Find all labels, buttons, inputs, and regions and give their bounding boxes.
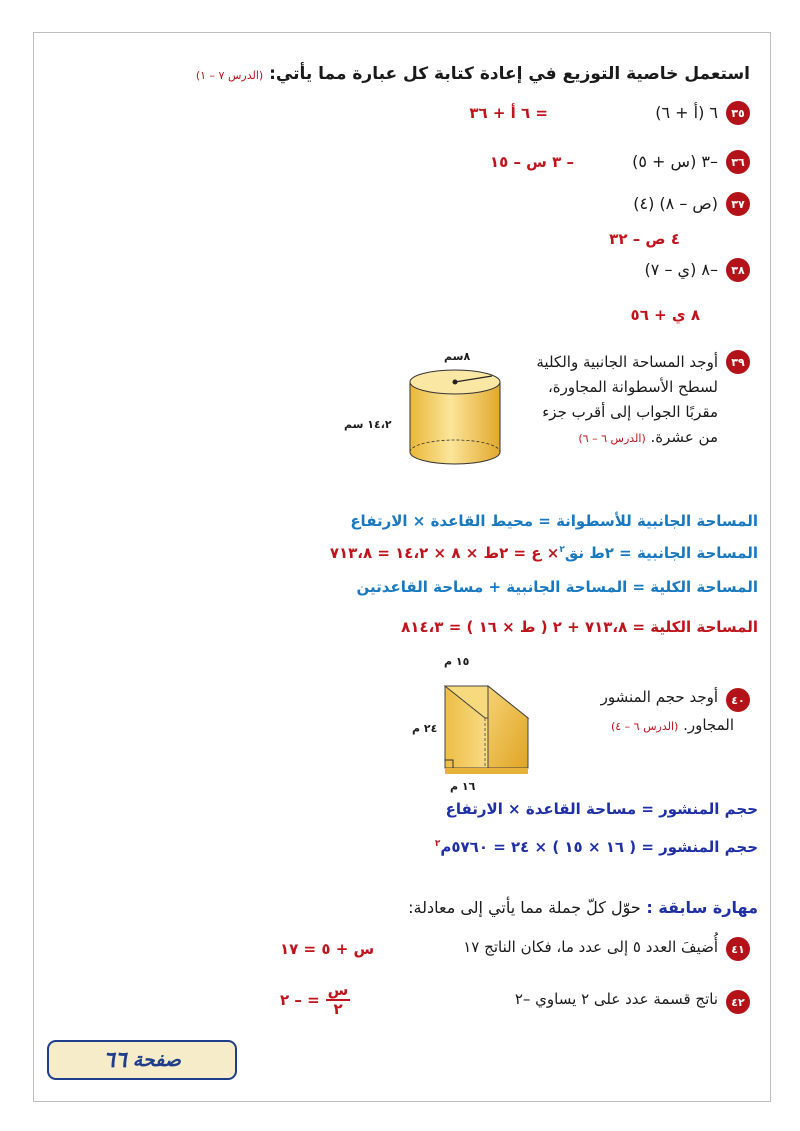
q42-answer-rest: = – ٢	[280, 991, 320, 1009]
q42-numerator: س	[327, 981, 349, 999]
q42-badge: ٤٢	[726, 990, 750, 1014]
q38-badge: ٣٨	[726, 258, 750, 282]
q41-text: أُضيفَ العدد ٥ إلى عدد ما، فكان الناتج ١٧	[463, 938, 718, 956]
cylinder-figure	[400, 360, 510, 475]
instruction-header	[196, 64, 750, 84]
prism-figure	[440, 668, 570, 780]
q36-expression: –٣ (س + ٥)	[632, 152, 718, 171]
q39-solution-3: المساحة الكلية = المساحة الجانبية + مساحة القاعدتين	[356, 578, 758, 596]
cylinder-radius-label: ٨سم	[444, 350, 471, 363]
q37-answer: ٤ ص – ٣٢	[609, 230, 680, 248]
q38-expression: –٨ (ي – ٧)	[644, 260, 718, 279]
q35-answer: = ٦ أ + ٣٦	[469, 104, 548, 122]
q39-lesson-ref: (الدرس ٦ – ٦)	[578, 432, 646, 445]
q39-solution-2: المساحة الجانبية = ٢ط نق$^٢$× ع = ٢ط × ٨ × ١٤،٢ = ٧١٣،٨	[329, 544, 758, 562]
q42-denominator: ٢	[333, 1000, 343, 1018]
prism-bottom-label: ١٦ م	[450, 780, 476, 793]
q40-lesson-ref: (الدرس ٦ – ٤)	[610, 720, 679, 733]
q40-badge: ٤٠	[726, 688, 750, 712]
q40-sol2-text: حجم المنشور = ( ١٦ × ١٥ ) × ٢٤ = ٥٧٦٠م	[440, 838, 758, 856]
q39-line-3: مقربًا الجواب إلى أقرب جزء	[542, 403, 718, 421]
q39-solution-1: المساحة الجانبية للأسطوانة = محيط القاعدة × الارتفاع	[350, 512, 758, 530]
prior-skill-header	[408, 898, 758, 917]
q35-expression: ٦ (أ + ٦)	[655, 103, 718, 122]
page-label: صفحة	[132, 1049, 181, 1071]
page-number: ٦٦	[103, 1047, 127, 1073]
q35-badge: ٣٥	[726, 101, 750, 125]
q40-text-line-1: أوجد حجم المنشور	[600, 688, 718, 706]
q41-badge: ٤١	[726, 937, 750, 961]
q37-expression: (ص – ٨) (٤)	[633, 194, 718, 213]
prism-top-label: ١٥ م	[444, 655, 470, 668]
q39-sol2-left: المساحة الجانبية = ٢ط نق	[564, 544, 758, 562]
q39-text	[536, 350, 718, 451]
q38-answer: ٨ ي + ٥٦	[630, 306, 700, 324]
cylinder-height-label: ١٤،٢ سم	[344, 418, 392, 431]
q40-solution-1: حجم المنشور = مساحة القاعدة × الارتفاع	[445, 800, 758, 818]
q36-badge: ٣٦	[726, 150, 750, 174]
prism-side-label: ٢٤ م	[412, 722, 438, 735]
q41-answer: س + ٥ = ١٧	[280, 940, 375, 958]
q40-text-line-2	[611, 716, 734, 734]
instruction-text: استعمل خاصية التوزيع في إعادة كتابة كل عبارة مما يأتي:	[269, 64, 750, 84]
q39-badge: ٣٩	[726, 350, 750, 374]
lesson-ref: (الدرس ٧ – ١)	[195, 69, 264, 82]
q42-answer	[280, 982, 350, 1018]
q37-badge: ٣٧	[726, 192, 750, 216]
q39-line-2: لسطح الأسطوانة المجاورة،	[547, 378, 718, 396]
q39-solution-4: المساحة الكلية = ٧١٣،٨ + ٢ ( ط × ١٦ ) = ٨١٤،٣	[401, 618, 758, 636]
q39-line-1: أوجد المساحة الجانبية والكلية	[536, 353, 718, 371]
q40-line-2-text: المجاور.	[683, 716, 734, 734]
q39-line-4: من عشرة.	[650, 428, 718, 446]
prior-skill-title: مهارة سابقة :	[646, 898, 758, 917]
prior-skill-instruction: حوّل كلّ جملة مما يأتي إلى معادلة:	[408, 898, 641, 917]
q39-sol2-right: × ع = ٢ط × ٨ × ١٤،٢ = ٧١٣،٨	[329, 544, 560, 562]
q42-text: ناتج قسمة عدد على ٢ يساوي –٢	[514, 990, 718, 1008]
q36-answer: – ٣ س – ١٥	[489, 153, 574, 171]
q40-solution-2: حجم المنشور = ( ١٦ × ١٥ ) × ٢٤ = ٥٧٦٠م$^٢$	[434, 838, 758, 856]
page-number-box	[47, 1040, 237, 1080]
q42-fraction	[326, 982, 351, 1018]
